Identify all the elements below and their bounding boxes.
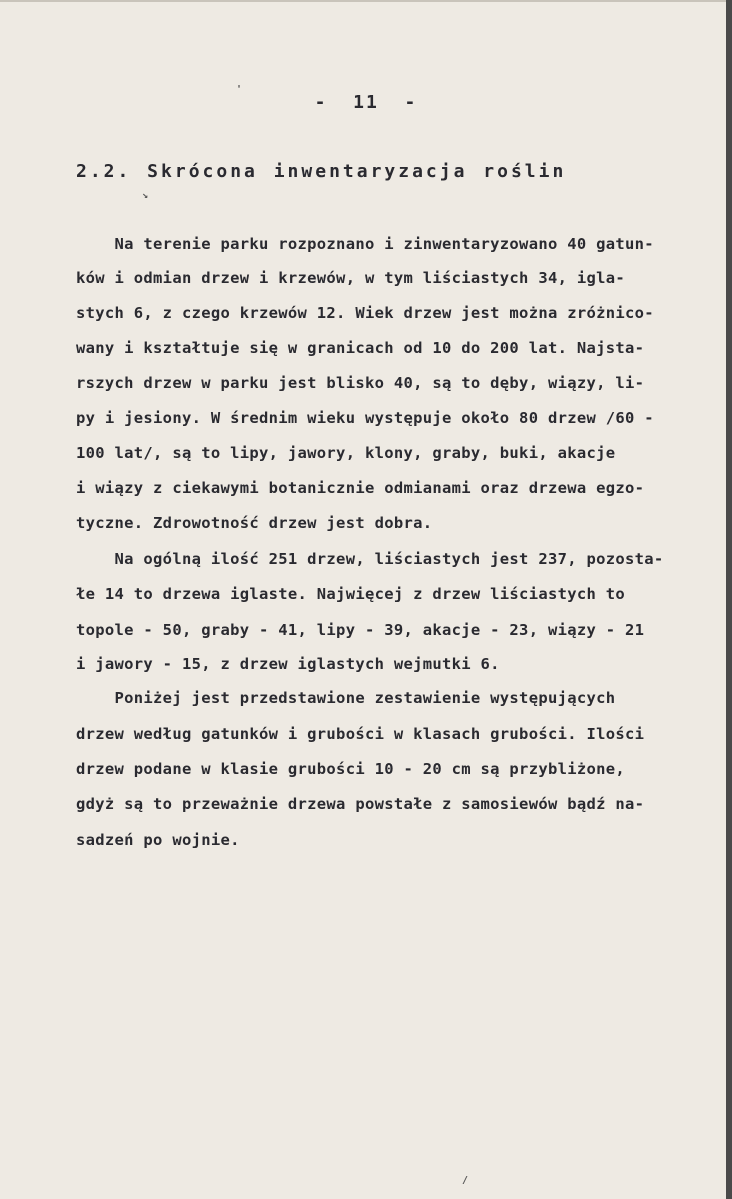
text-line: topole - 50, graby - 41, lipy - 39, akacje - 23, wiązy - 21 <box>76 621 645 639</box>
text-line: Poniżej jest przedstawione zestawienie występujących <box>76 689 616 707</box>
text-line: tyczne. Zdrowotność drzew jest dobra. <box>76 514 433 532</box>
text-line: stych 6, z czego krzewów 12. Wiek drzew jest można zróżnico- <box>76 304 654 322</box>
text-line: 100 lat/, są to lipy, jawory, klony, graby, buki, akacje <box>76 444 616 462</box>
text-line: gdyż są to przeważnie drzewa powstałe z samosiewów bądź na- <box>76 795 645 813</box>
text-line: Na terenie parku rozpoznano i zinwentaryzowano 40 gatun- <box>76 235 654 253</box>
text-line: py i jesiony. W średnim wieku występuje około 80 drzew /60 - <box>76 409 654 427</box>
text-line: ków i odmian drzew i krzewów, w tym liściastych 34, igla- <box>76 269 626 287</box>
section-heading: 2.2. Skrócona inwentaryzacja roślin <box>76 161 567 182</box>
text-line: sadzeń po wojnie. <box>76 831 240 849</box>
page-right-edge <box>726 0 732 1199</box>
text-line: i jawory - 15, z drzew iglastych wejmutki 6. <box>76 655 500 673</box>
ink-speck: ' <box>236 84 243 95</box>
text-line: wany i kształtuje się w granicach od 10 do 200 lat. Najsta- <box>76 339 645 357</box>
text-line: drzew podane w klasie grubości 10 - 20 cm są przybliżone, <box>76 760 626 778</box>
text-line: Na ogólną ilość 251 drzew, liściastych jest 237, pozosta- <box>76 550 664 568</box>
ink-speck: ↘ <box>142 190 149 201</box>
page-top-edge <box>0 0 732 2</box>
text-line: rszych drzew w parku jest blisko 40, są to dęby, wiązy, li- <box>76 374 645 392</box>
text-line: i wiązy z ciekawymi botanicznie odmianami oraz drzewa egzo- <box>76 479 645 497</box>
page-number: - 11 - <box>314 92 418 113</box>
ink-speck: / <box>462 1175 469 1186</box>
text-line: łe 14 to drzewa iglaste. Najwięcej z drzew liściastych to <box>76 585 626 603</box>
text-line: drzew według gatunków i grubości w klasach grubości. Ilości <box>76 725 645 743</box>
